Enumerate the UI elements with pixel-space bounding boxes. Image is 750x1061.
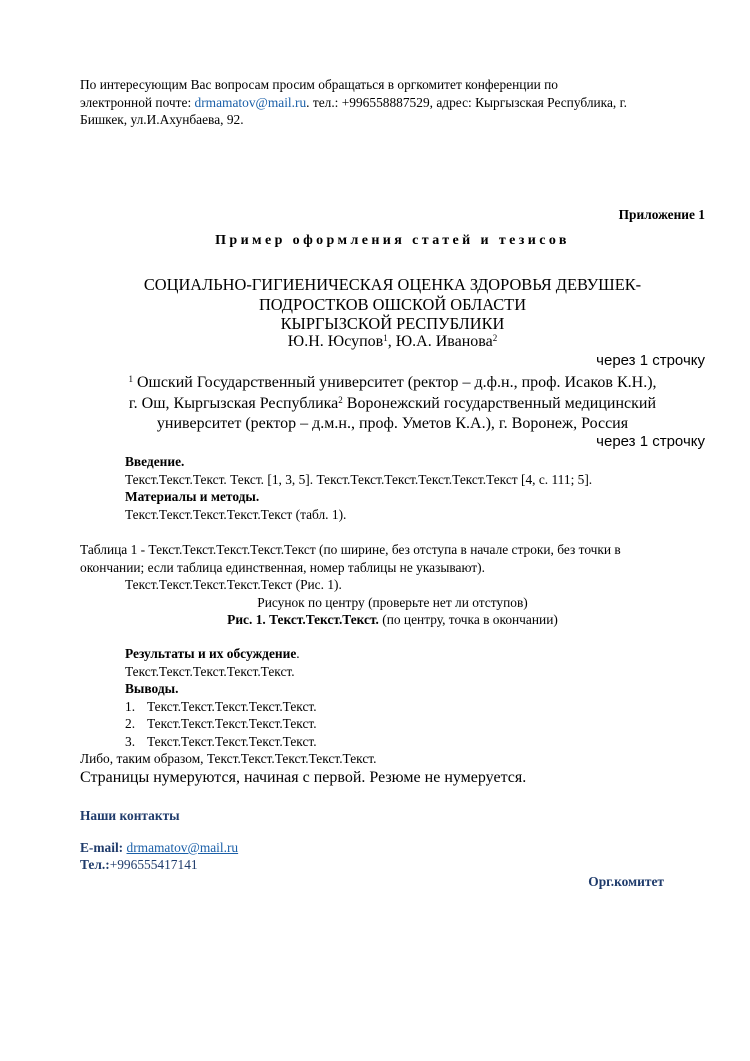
article-title-line-2: ПОДРОСТКОВ ОШСКОЙ ОБЛАСТИ xyxy=(258,294,527,314)
methods-heading: Материалы и методы. xyxy=(125,489,260,504)
affiliations xyxy=(80,373,705,435)
conclusion-item: 3. Текст.Текст.Текст.Текст.Текст. xyxy=(125,734,317,749)
contacts-email-link[interactable]: drmamatov@mail.ru xyxy=(126,840,239,855)
appendix-label: Приложение 1 xyxy=(618,207,705,222)
intro-line-2-pre: электронной почте: xyxy=(80,94,195,110)
author-1: Ю.Н. Юсупов xyxy=(287,333,384,350)
article-title-line-1: СОЦИАЛЬНО-ГИГИЕНИЧЕСКАЯ ОЦЕНКА ЗДОРОВЬЯ ДЕВУШЕК- xyxy=(143,275,642,294)
article-title xyxy=(80,275,705,334)
affiliation-line-3: университет (ректор – д.м.н., проф. Уметов К.А.), г. Воронеж, Россия xyxy=(156,415,629,432)
article-title-line-3: КЫРГЫЗСКОЙ РЕСПУБЛИКИ xyxy=(280,314,505,333)
results-text: Текст.Текст.Текст.Текст.Текст. xyxy=(125,664,295,679)
contacts-email xyxy=(80,840,238,856)
skip-line-note-1: через 1 строчку xyxy=(596,352,705,369)
intro-paragraph xyxy=(80,76,705,129)
table-caption-line-2: окончании; если таблица единственная, номер таблицы не указывают). xyxy=(80,560,485,575)
email-label: E-mail: xyxy=(80,840,127,855)
alternative-text: Либо, таким образом, Текст.Текст.Текст.Текст.Текст. xyxy=(80,751,377,766)
author-1-sup: 1 xyxy=(383,333,388,343)
conclusions-heading: Выводы. xyxy=(125,681,179,696)
intro-text: Текст.Текст.Текст. Текст. [1, 3, 5]. Текст.Текст.Текст.Текст.Текст.Текст [4, с. 111; 5]. xyxy=(125,472,593,487)
figure-reference: Текст.Текст.Текст.Текст.Текст (Рис. 1). xyxy=(125,577,342,592)
affiliation-line-1: $^1$ Ошский Государственный университет (ректор – д.ф.н., проф. Исаков К.Н.), xyxy=(128,374,657,391)
intro-line-3: Бишкек, ул.И.Ахунбаева, 92. xyxy=(80,112,244,127)
phone-number: +996555417141 xyxy=(109,857,198,872)
org-committee: Орг.комитет xyxy=(588,874,664,889)
figure-caption xyxy=(80,612,705,628)
figure-caption-note: (по центру, точка в окончании) xyxy=(378,612,558,627)
contacts-phone xyxy=(80,857,198,873)
affiliation-1-sup: 1 xyxy=(128,374,133,384)
phone-label: Тел.: xyxy=(80,857,110,872)
contacts-heading: Наши контакты xyxy=(80,808,180,823)
author-2-sup: 2 xyxy=(492,333,498,343)
table-caption-line-1: Таблица 1 - Текст.Текст.Текст.Текст.Текст (по ширине, без отступа в начале строки, без точки в xyxy=(80,542,621,557)
authors xyxy=(80,333,705,351)
intro-heading: Введение. xyxy=(125,454,185,469)
intro-line-1: По интересующим Вас вопросам просим обращаться в оргкомитет конференции по xyxy=(80,77,558,92)
author-2: Ю.А. Иванова xyxy=(395,333,493,350)
intro-email-link[interactable]: drmamatov@mail.ru xyxy=(194,94,307,110)
intro-line-2-post: . тел.: +996558887529, адрес: Кыргызская Республика, г. xyxy=(306,94,627,110)
figure-caption-bold: Рис. 1. Текст.Текст.Текст. xyxy=(227,612,379,627)
conclusion-item: 1. Текст.Текст.Текст.Текст.Текст. xyxy=(125,699,317,714)
page-numbering-note: Страницы нумеруются, начиная с первой. Резюме не нумеруется. xyxy=(80,769,527,786)
figure-placeholder: Рисунок по центру (проверьте нет ли отступов) xyxy=(257,595,528,610)
affiliation-2-sup: 2 xyxy=(338,394,343,405)
affiliation-line-2: г. Ош, Кыргызская Республика$^2$ Воронежский государственный медицинский xyxy=(128,394,657,412)
sample-heading: Пример оформления статей и тезисов xyxy=(215,233,570,248)
conclusion-item: 2. Текст.Текст.Текст.Текст.Текст. xyxy=(125,716,317,731)
methods-text: Текст.Текст.Текст.Текст.Текст (табл. 1). xyxy=(125,507,347,522)
author-separator: , xyxy=(387,333,396,350)
skip-line-note-2: через 1 строчку xyxy=(596,433,705,450)
results-heading: Результаты и их обсуждение. xyxy=(125,646,300,661)
